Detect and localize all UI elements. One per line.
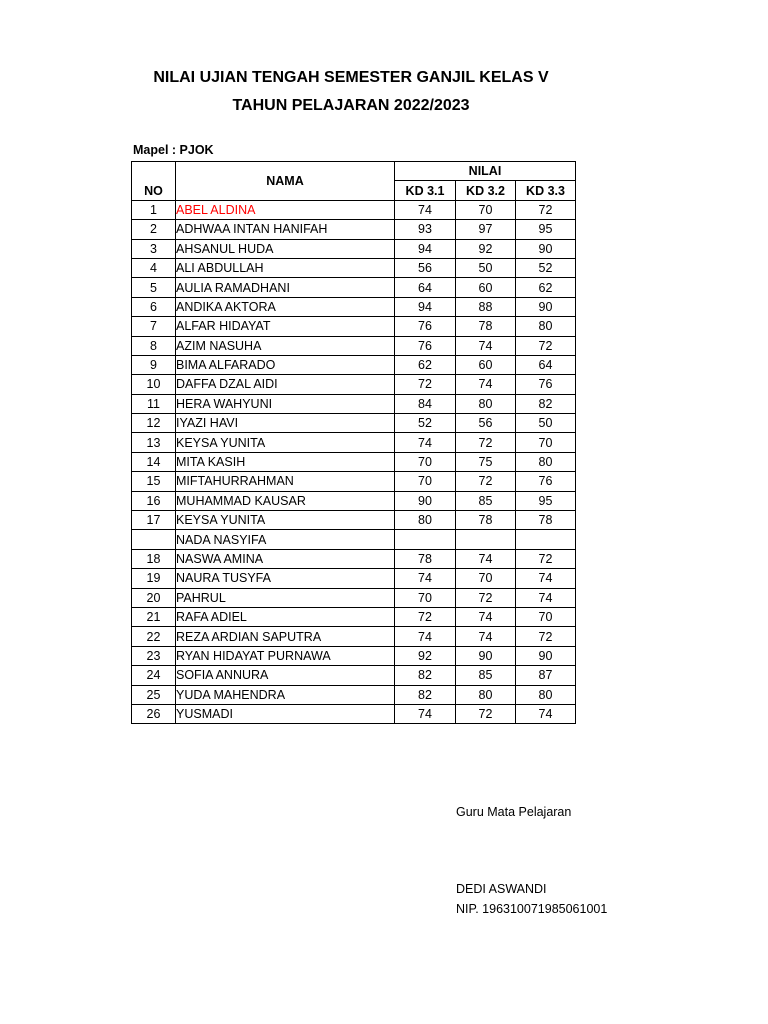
score-kd-2: 72	[456, 472, 516, 491]
score-kd-2: 50	[456, 258, 516, 277]
score-kd-2: 60	[456, 355, 516, 374]
score-kd-1: 74	[395, 627, 456, 646]
score-kd-3: 74	[516, 569, 576, 588]
table-row	[132, 220, 576, 239]
score-kd-1: 52	[395, 414, 456, 433]
score-kd-2: 88	[456, 297, 516, 316]
document-title: NILAI UJIAN TENGAH SEMESTER GANJIL KELAS V	[153, 69, 549, 86]
score-kd-2: 92	[456, 239, 516, 258]
score-kd-2: 90	[456, 646, 516, 665]
student-name: RAFA ADIEL	[176, 607, 395, 626]
score-kd-3: 62	[516, 278, 576, 297]
score-kd-3: 95	[516, 220, 576, 239]
score-kd-3: 80	[516, 317, 576, 336]
student-name: ABEL ALDINA	[176, 200, 395, 219]
score-kd-1: 84	[395, 394, 456, 413]
table-row	[132, 375, 576, 394]
score-kd-2: 75	[456, 452, 516, 471]
table-row	[132, 433, 576, 452]
row-number: 17	[132, 511, 176, 530]
table-row	[132, 666, 576, 685]
score-kd-3: 50	[516, 414, 576, 433]
student-name: YUSMADI	[176, 704, 395, 723]
score-kd-1: 56	[395, 258, 456, 277]
row-number: 14	[132, 452, 176, 471]
table-row	[132, 627, 576, 646]
student-name: ALI ABDULLAH	[176, 258, 395, 277]
score-kd-3: 72	[516, 549, 576, 568]
table-row	[132, 472, 576, 491]
column-header-kd-3-1: KD 3.1	[395, 181, 456, 200]
score-kd-1: 94	[395, 297, 456, 316]
score-kd-2: 74	[456, 375, 516, 394]
row-number: 2	[132, 220, 176, 239]
score-kd-1: 74	[395, 433, 456, 452]
score-kd-3: 70	[516, 433, 576, 452]
score-kd-2: 80	[456, 685, 516, 704]
document-subtitle: TAHUN PELAJARAN 2022/2023	[232, 97, 470, 114]
row-number: 7	[132, 317, 176, 336]
score-kd-2: 74	[456, 336, 516, 355]
table-row	[132, 336, 576, 355]
score-kd-1: 76	[395, 336, 456, 355]
score-kd-3: 72	[516, 336, 576, 355]
score-kd-3: 72	[516, 627, 576, 646]
table-row	[132, 452, 576, 471]
table-row	[132, 258, 576, 277]
signature-role: Guru Mata Pelajaran	[456, 805, 572, 819]
score-kd-3: 90	[516, 646, 576, 665]
score-kd-1: 72	[395, 375, 456, 394]
row-number: 24	[132, 666, 176, 685]
student-name: MITA KASIH	[176, 452, 395, 471]
student-name: NAURA TUSYFA	[176, 569, 395, 588]
table-row	[132, 607, 576, 626]
table-row	[132, 704, 576, 723]
score-kd-1	[395, 530, 456, 549]
score-kd-2: 72	[456, 704, 516, 723]
student-name: IYAZI HAVI	[176, 414, 395, 433]
score-kd-1: 78	[395, 549, 456, 568]
score-kd-1: 92	[395, 646, 456, 665]
column-header-nilai: NILAI	[395, 162, 576, 181]
row-number: 22	[132, 627, 176, 646]
student-name: REZA ARDIAN SAPUTRA	[176, 627, 395, 646]
score-kd-1: 74	[395, 200, 456, 219]
score-kd-3: 90	[516, 297, 576, 316]
grades-table	[131, 161, 576, 724]
table-row	[132, 530, 576, 549]
student-name: ANDIKA AKTORA	[176, 297, 395, 316]
score-kd-1: 94	[395, 239, 456, 258]
row-number: 16	[132, 491, 176, 510]
row-number: 3	[132, 239, 176, 258]
score-kd-3: 95	[516, 491, 576, 510]
score-kd-2: 78	[456, 511, 516, 530]
score-kd-2: 74	[456, 607, 516, 626]
student-name: NADA NASYIFA	[176, 530, 395, 549]
score-kd-3: 80	[516, 685, 576, 704]
score-kd-3: 82	[516, 394, 576, 413]
row-number: 4	[132, 258, 176, 277]
student-name: ADHWAA INTAN HANIFAH	[176, 220, 395, 239]
score-kd-3: 76	[516, 375, 576, 394]
score-kd-2: 70	[456, 569, 516, 588]
table-row	[132, 278, 576, 297]
row-number: 20	[132, 588, 176, 607]
score-kd-2: 70	[456, 200, 516, 219]
table-row	[132, 685, 576, 704]
column-header-nama: NAMA	[176, 162, 395, 201]
score-kd-2: 60	[456, 278, 516, 297]
score-kd-3: 64	[516, 355, 576, 374]
score-kd-1: 62	[395, 355, 456, 374]
score-kd-1: 82	[395, 666, 456, 685]
grades-table-body	[132, 200, 576, 724]
score-kd-3: 80	[516, 452, 576, 471]
score-kd-1: 64	[395, 278, 456, 297]
row-number: 10	[132, 375, 176, 394]
row-number: 12	[132, 414, 176, 433]
student-name: MUHAMMAD KAUSAR	[176, 491, 395, 510]
score-kd-1: 74	[395, 704, 456, 723]
student-name: KEYSA YUNITA	[176, 511, 395, 530]
student-name: AZIM NASUHA	[176, 336, 395, 355]
table-row	[132, 317, 576, 336]
row-number: 6	[132, 297, 176, 316]
score-kd-3: 90	[516, 239, 576, 258]
student-name: KEYSA YUNITA	[176, 433, 395, 452]
student-name: SOFIA ANNURA	[176, 666, 395, 685]
row-number	[132, 530, 176, 549]
table-row	[132, 511, 576, 530]
score-kd-2: 80	[456, 394, 516, 413]
row-number: 8	[132, 336, 176, 355]
row-number: 1	[132, 200, 176, 219]
row-number: 26	[132, 704, 176, 723]
row-number: 15	[132, 472, 176, 491]
student-name: AULIA RAMADHANI	[176, 278, 395, 297]
row-number: 18	[132, 549, 176, 568]
student-name: RYAN HIDAYAT PURNAWA	[176, 646, 395, 665]
score-kd-1: 76	[395, 317, 456, 336]
score-kd-1: 70	[395, 588, 456, 607]
table-row	[132, 588, 576, 607]
signature-nip: NIP. 196310071985061001	[456, 902, 608, 916]
score-kd-1: 82	[395, 685, 456, 704]
table-row	[132, 355, 576, 374]
score-kd-3: 76	[516, 472, 576, 491]
table-row	[132, 491, 576, 510]
table-row	[132, 239, 576, 258]
score-kd-3	[516, 530, 576, 549]
score-kd-3: 72	[516, 200, 576, 219]
score-kd-2: 74	[456, 549, 516, 568]
student-name: PAHRUL	[176, 588, 395, 607]
table-row	[132, 200, 576, 219]
score-kd-1: 93	[395, 220, 456, 239]
table-row	[132, 646, 576, 665]
score-kd-2: 74	[456, 627, 516, 646]
column-header-no: NO	[132, 162, 176, 201]
score-kd-3: 52	[516, 258, 576, 277]
table-row	[132, 297, 576, 316]
table-row	[132, 414, 576, 433]
score-kd-2: 97	[456, 220, 516, 239]
signature-name: DEDI ASWANDI	[456, 882, 547, 896]
score-kd-3: 87	[516, 666, 576, 685]
score-kd-1: 74	[395, 569, 456, 588]
student-name: AHSANUL HUDA	[176, 239, 395, 258]
table-row	[132, 569, 576, 588]
score-kd-1: 72	[395, 607, 456, 626]
score-kd-2: 85	[456, 491, 516, 510]
student-name: NASWA AMINA	[176, 549, 395, 568]
score-kd-1: 70	[395, 472, 456, 491]
student-name: YUDA MAHENDRA	[176, 685, 395, 704]
row-number: 9	[132, 355, 176, 374]
student-name: HERA WAHYUNI	[176, 394, 395, 413]
row-number: 11	[132, 394, 176, 413]
score-kd-3: 74	[516, 704, 576, 723]
score-kd-3: 74	[516, 588, 576, 607]
score-kd-3: 78	[516, 511, 576, 530]
score-kd-2: 72	[456, 588, 516, 607]
score-kd-1: 80	[395, 511, 456, 530]
score-kd-2: 56	[456, 414, 516, 433]
subject-label: Mapel : PJOK	[133, 143, 214, 157]
row-number: 25	[132, 685, 176, 704]
table-row	[132, 549, 576, 568]
student-name: BIMA ALFARADO	[176, 355, 395, 374]
row-number: 19	[132, 569, 176, 588]
row-number: 5	[132, 278, 176, 297]
row-number: 21	[132, 607, 176, 626]
score-kd-2	[456, 530, 516, 549]
student-name: ALFAR HIDAYAT	[176, 317, 395, 336]
score-kd-2: 78	[456, 317, 516, 336]
column-header-kd-3-2: KD 3.2	[456, 181, 516, 200]
row-number: 13	[132, 433, 176, 452]
score-kd-1: 70	[395, 452, 456, 471]
student-name: MIFTAHURRAHMAN	[176, 472, 395, 491]
score-kd-1: 90	[395, 491, 456, 510]
row-number: 23	[132, 646, 176, 665]
column-header-kd-3-3: KD 3.3	[516, 181, 576, 200]
score-kd-2: 85	[456, 666, 516, 685]
student-name: DAFFA DZAL AIDI	[176, 375, 395, 394]
table-row	[132, 394, 576, 413]
score-kd-3: 70	[516, 607, 576, 626]
score-kd-2: 72	[456, 433, 516, 452]
